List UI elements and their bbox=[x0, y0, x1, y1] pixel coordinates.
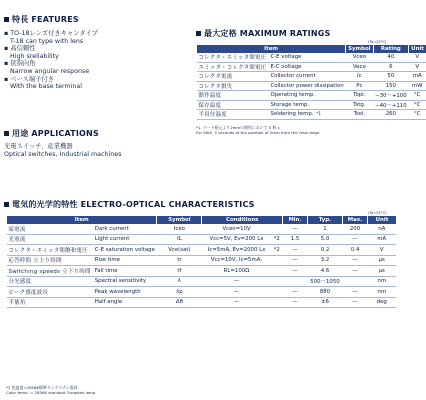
symbol: IL bbox=[157, 234, 202, 245]
eo-row bbox=[7, 297, 397, 308]
section-bullet-icon bbox=[4, 202, 9, 207]
symbol: Vce(sat) bbox=[157, 245, 202, 256]
eo-row bbox=[7, 266, 397, 277]
max-rating-row bbox=[197, 91, 426, 101]
item-en bbox=[268, 72, 345, 82]
condition-mark: *2 bbox=[271, 234, 282, 245]
typ: 5.0 bbox=[308, 234, 343, 245]
typ: 880 bbox=[308, 287, 343, 298]
applications-en: Optical switches, Industrial machines bbox=[4, 150, 122, 158]
item-en: Half angle bbox=[93, 297, 157, 308]
conditions: Ic=5mA, Ev=2000 Lx bbox=[202, 245, 271, 256]
unit: mA bbox=[368, 234, 397, 245]
unit: μs bbox=[368, 266, 397, 277]
section-bullet-icon bbox=[196, 31, 201, 36]
conditions: Vceo=10V bbox=[202, 224, 271, 234]
item-en bbox=[268, 100, 345, 110]
header-typ: Typ. bbox=[308, 216, 343, 224]
max-rating-row bbox=[197, 81, 426, 91]
header-max: Max. bbox=[343, 216, 368, 224]
condition-mark bbox=[271, 224, 282, 234]
rating: −40〜+110 bbox=[373, 100, 409, 110]
item-en-text: Storage temp. bbox=[270, 101, 310, 108]
item-en: C-E saturation voltage bbox=[93, 245, 157, 256]
condition-mark bbox=[271, 287, 282, 298]
min: — bbox=[283, 245, 308, 256]
item-en-text: Soldering temp. bbox=[270, 111, 314, 118]
eo-header-row bbox=[7, 216, 397, 224]
item-jp: 動作温度 bbox=[197, 91, 269, 101]
eo-row bbox=[7, 245, 397, 256]
item-en-text: Operating temp. bbox=[270, 92, 315, 99]
eo-row bbox=[7, 255, 397, 266]
feature-jp: ▪ 狭指向角 bbox=[4, 60, 182, 68]
feature-item bbox=[4, 45, 182, 60]
max-ratings-table bbox=[196, 45, 426, 120]
max-rating-row bbox=[197, 62, 426, 72]
item-en: Rise time bbox=[93, 255, 157, 266]
max: — bbox=[343, 255, 368, 266]
max-ratings-header-row bbox=[197, 45, 426, 53]
item-jp: Switching speeds 立下り時間 bbox=[7, 266, 93, 277]
section-bullet-icon bbox=[4, 17, 9, 22]
header-min: Min. bbox=[283, 216, 308, 224]
unit: μs bbox=[368, 255, 397, 266]
conditions: — bbox=[202, 276, 271, 287]
item-jp: ピーク感度波長 bbox=[7, 287, 93, 298]
item-jp: 保存温度 bbox=[197, 100, 269, 110]
rating: 260 bbox=[373, 110, 409, 120]
typ: 3.2 bbox=[308, 255, 343, 266]
item-jp: 光電流 bbox=[7, 234, 93, 245]
unit: °C bbox=[409, 100, 426, 110]
symbol: Vceo bbox=[346, 53, 373, 62]
item-en-text: Collector power dissipation bbox=[270, 82, 344, 89]
applications-jp: 光電スイッチ、産業機器 bbox=[4, 143, 73, 150]
condition-mark bbox=[271, 255, 282, 266]
max: — bbox=[343, 297, 368, 308]
symbol: tr bbox=[157, 255, 202, 266]
header-symbol: Symbol bbox=[346, 45, 373, 53]
item-en bbox=[268, 110, 345, 120]
typ: 4.6 bbox=[308, 266, 343, 277]
item-jp: エミッタ・コレクタ間電圧 bbox=[197, 62, 269, 72]
section-bullet-icon bbox=[4, 131, 9, 136]
item-en-text: C-E voltage bbox=[270, 54, 302, 61]
max: — bbox=[343, 234, 368, 245]
conditions: Vcc=5V, Ev=200 Lx bbox=[202, 234, 271, 245]
item-en bbox=[268, 91, 345, 101]
feature-item bbox=[4, 76, 182, 91]
conditions: Vcc=10V, Ic=5mA, bbox=[202, 255, 271, 266]
unit: mA bbox=[409, 72, 426, 82]
item-jp: 分光感度 bbox=[7, 276, 93, 287]
min: — bbox=[283, 255, 308, 266]
conditions: RL=100Ω bbox=[202, 266, 271, 277]
typ: 1 bbox=[308, 224, 343, 234]
feature-en: T-18 can type with lens bbox=[10, 37, 84, 45]
symbol: Iceo bbox=[157, 224, 202, 234]
condition-mark bbox=[271, 276, 282, 287]
max-rating-row bbox=[197, 110, 426, 120]
item-en: Dark current bbox=[93, 224, 157, 234]
unit: V bbox=[409, 62, 426, 72]
max: — bbox=[343, 266, 368, 277]
symbol: λ bbox=[157, 276, 202, 287]
unit: V bbox=[409, 53, 426, 62]
feature-jp: ▪ TO-18レンズ付きキャンタイプ bbox=[4, 30, 182, 38]
feature-jp: ▪ ベース端子付き bbox=[4, 76, 182, 84]
rating: 40 bbox=[373, 53, 409, 62]
max-ratings-heading: 最大定格 MAXIMUM RATINGS bbox=[196, 28, 330, 39]
condition-mark: *2 bbox=[271, 245, 282, 256]
typ: ±6 bbox=[308, 297, 343, 308]
min: — bbox=[283, 297, 308, 308]
item-en: Spectral sensitivity bbox=[93, 276, 157, 287]
min: — bbox=[283, 287, 308, 298]
item-jp: コレクタ損失 bbox=[197, 81, 269, 91]
item-en bbox=[268, 62, 345, 72]
max: 200 bbox=[343, 224, 368, 234]
unit: deg bbox=[368, 297, 397, 308]
footnote-mark: *1 bbox=[316, 111, 322, 117]
eo-footnote: *2 色温度=2856K標準タングステン電球 Color temp. = 2856K standard Tungsten lamp bbox=[6, 385, 96, 395]
applications-heading: 用途 APPLICATIONS bbox=[4, 128, 99, 139]
unit: V bbox=[368, 245, 397, 256]
rating: 150 bbox=[373, 81, 409, 91]
symbol: tf bbox=[157, 266, 202, 277]
header-unit: Unit bbox=[409, 45, 426, 53]
eo-temp-note: (Ta=25°C) bbox=[368, 211, 387, 215]
item-en bbox=[268, 81, 345, 91]
unit: nm bbox=[368, 276, 397, 287]
condition-mark bbox=[271, 297, 282, 308]
feature-jp: ▪ 高信頼性 bbox=[4, 45, 182, 53]
unit: °C bbox=[409, 91, 426, 101]
item-en: Fall time bbox=[93, 266, 157, 277]
symbol: Topr. bbox=[346, 91, 373, 101]
item-jp: コレクタ・エミッタ間飽和電圧 bbox=[7, 245, 93, 256]
max-rating-row bbox=[197, 100, 426, 110]
unit: nm bbox=[368, 287, 397, 298]
conditions: — bbox=[202, 297, 271, 308]
item-jp: コレクタ・エミッタ間電圧 bbox=[197, 53, 269, 62]
feature-en: High sreliability bbox=[10, 52, 59, 60]
features-heading: 特長 FEATURES bbox=[4, 14, 79, 25]
typ: 0.2 bbox=[308, 245, 343, 256]
max: — bbox=[343, 287, 368, 298]
eo-row bbox=[7, 234, 397, 245]
feature-item bbox=[4, 60, 182, 75]
eo-row bbox=[7, 276, 397, 287]
feature-en: Narrow angular response bbox=[10, 67, 90, 75]
item-en: Peak wavelength bbox=[93, 287, 157, 298]
max-rating-row bbox=[197, 72, 426, 82]
header-item: Item bbox=[197, 45, 346, 53]
max-rating-row bbox=[197, 53, 426, 62]
item-jp: 半値角 bbox=[7, 297, 93, 308]
unit: nA bbox=[368, 224, 397, 234]
unit: °C bbox=[409, 110, 426, 120]
unit: mW bbox=[409, 81, 426, 91]
item-en: Light current bbox=[93, 234, 157, 245]
features-list bbox=[4, 30, 182, 91]
typ: 500〜1050 bbox=[283, 276, 368, 287]
symbol: λp bbox=[157, 287, 202, 298]
header-conditions: Conditions bbox=[202, 216, 283, 224]
item-jp: 暗電流 bbox=[7, 224, 93, 234]
rating: 6 bbox=[373, 62, 409, 72]
eo-row bbox=[7, 287, 397, 298]
rating: −30〜+100 bbox=[373, 91, 409, 101]
conditions: — bbox=[202, 287, 271, 298]
applications-text bbox=[4, 143, 121, 158]
feature-item bbox=[4, 30, 182, 45]
min: — bbox=[283, 224, 308, 234]
symbol: Veco bbox=[346, 62, 373, 72]
eo-row bbox=[7, 224, 397, 234]
header-item: Item bbox=[7, 216, 157, 224]
item-en-text: E-C voltage bbox=[270, 63, 302, 70]
rating: 50 bbox=[373, 72, 409, 82]
item-en bbox=[268, 53, 345, 62]
condition-mark bbox=[271, 266, 282, 277]
min: 1.5 bbox=[283, 234, 308, 245]
max-ratings-temp-note: (Ta=25°C) bbox=[368, 40, 387, 44]
max-ratings-footnote: *1. リード根元より2mmの箇所において 5 秒 s For MAX. 5 seconds at the position of 2mm from the resin edge bbox=[196, 125, 320, 135]
header-rating: Rating bbox=[373, 45, 409, 53]
eo-table bbox=[6, 216, 396, 308]
symbol: Tstg. bbox=[346, 100, 373, 110]
min: — bbox=[283, 266, 308, 277]
symbol: Tsol. bbox=[346, 110, 373, 120]
header-symbol: Symbol bbox=[157, 216, 202, 224]
symbol: Δθ bbox=[157, 297, 202, 308]
item-jp: 半田付温度 bbox=[197, 110, 269, 120]
eo-heading: 電気的光学的特性 ELECTRO-OPTICAL CHARACTERISTICS bbox=[4, 199, 255, 210]
feature-en: With the base terminal bbox=[10, 83, 82, 91]
item-jp: 応答時間 立上り時間 bbox=[7, 255, 93, 266]
item-jp: コレクタ電流 bbox=[197, 72, 269, 82]
symbol: Ic bbox=[346, 72, 373, 82]
max: 0.4 bbox=[343, 245, 368, 256]
item-en-text: Collector current bbox=[270, 73, 316, 80]
symbol: Pc bbox=[346, 81, 373, 91]
header-unit: Unit bbox=[368, 216, 397, 224]
